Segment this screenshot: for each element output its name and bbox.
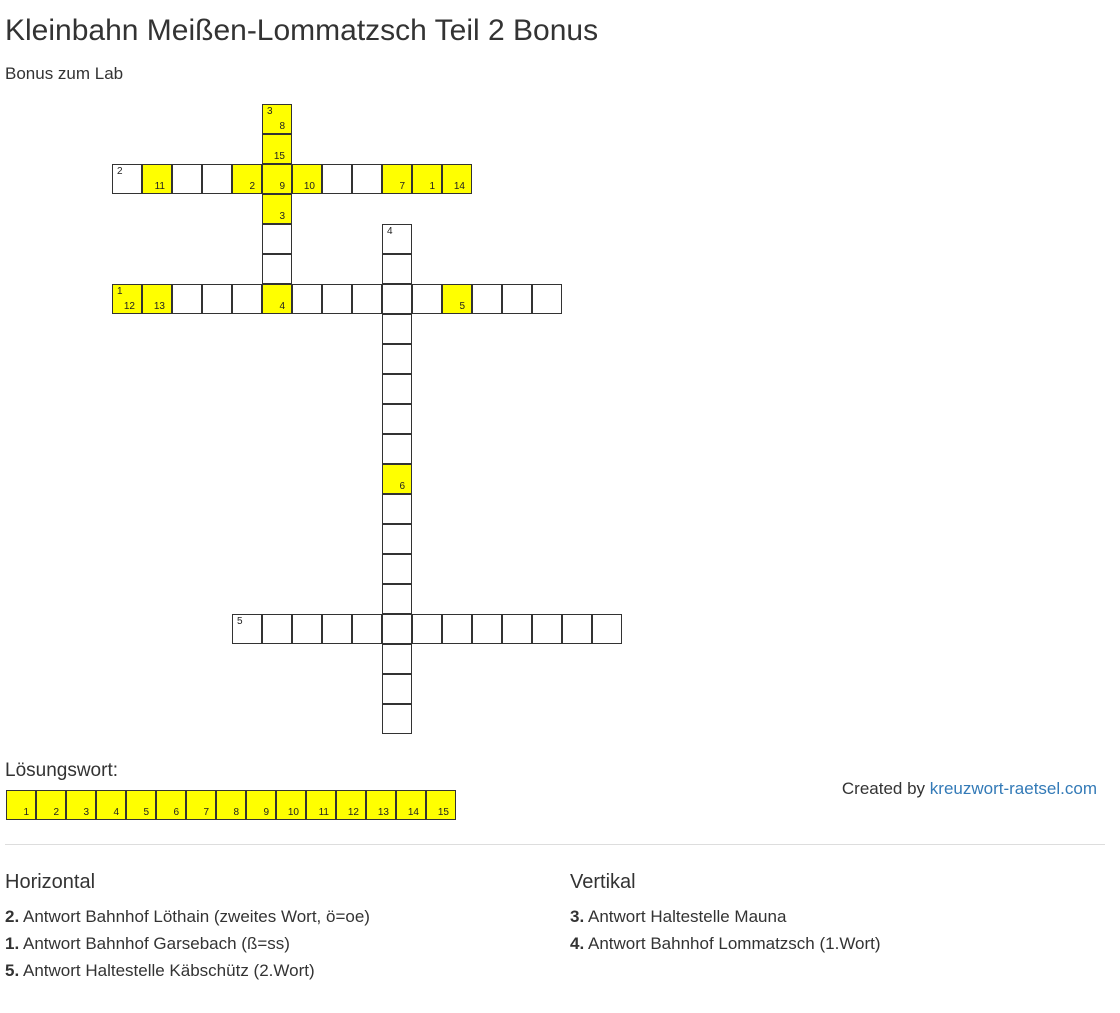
clue-number-label: 4 (387, 226, 393, 237)
grid-cell[interactable] (262, 134, 292, 164)
grid-cell[interactable] (412, 164, 442, 194)
solution-cell[interactable] (216, 790, 246, 820)
solution-index-label: 11 (154, 181, 165, 192)
grid-cell[interactable] (232, 284, 262, 314)
solution-index-label: 2 (53, 807, 59, 818)
clue-number: 2. (5, 907, 20, 926)
grid-cell[interactable] (262, 104, 292, 134)
grid-cell[interactable] (382, 494, 412, 524)
solution-index-label: 13 (377, 807, 389, 818)
grid-cell[interactable] (472, 284, 502, 314)
solution-index-label: 3 (279, 211, 285, 222)
grid-cell[interactable] (142, 164, 172, 194)
solution-cell[interactable] (96, 790, 126, 820)
solution-cell[interactable] (126, 790, 156, 820)
grid-cell[interactable] (202, 164, 232, 194)
grid-cell[interactable] (502, 284, 532, 314)
grid-cell[interactable] (382, 584, 412, 614)
clue-item (570, 903, 881, 930)
grid-cell[interactable] (382, 374, 412, 404)
grid-cell[interactable] (172, 284, 202, 314)
solution-cell[interactable] (246, 790, 276, 820)
solution-index-label: 6 (173, 807, 179, 818)
grid-cell[interactable] (172, 164, 202, 194)
credit-line (842, 779, 1097, 799)
solution-cell[interactable] (6, 790, 36, 820)
clue-number-label: 1 (117, 286, 123, 297)
solution-cell[interactable] (186, 790, 216, 820)
grid-cell[interactable] (442, 164, 472, 194)
solution-cell[interactable] (396, 790, 426, 820)
credit-link[interactable]: kreuzwort-raetsel.com (929, 779, 1097, 798)
grid-cell[interactable] (382, 704, 412, 734)
grid-cell[interactable] (322, 284, 352, 314)
solution-index-label: 4 (113, 807, 119, 818)
clue-text: Antwort Haltestelle Mauna (587, 907, 787, 926)
grid-cell[interactable] (382, 464, 412, 494)
solution-index-label: 14 (407, 807, 419, 818)
grid-cell[interactable] (322, 614, 352, 644)
horizontal-clues (5, 871, 370, 984)
solution-index-label: 5 (143, 807, 149, 818)
solution-cell[interactable] (366, 790, 396, 820)
clue-number: 1. (5, 934, 20, 953)
grid-cell[interactable] (262, 224, 292, 254)
crossword-grid (0, 0, 700, 740)
grid-cell[interactable] (382, 524, 412, 554)
grid-cell[interactable] (382, 284, 412, 314)
clue-text: Antwort Bahnhof Garsebach (ß=ss) (22, 934, 290, 953)
solution-label: Lösungswort: (5, 760, 119, 781)
grid-cell[interactable] (262, 164, 292, 194)
grid-cell[interactable] (382, 164, 412, 194)
grid-cell[interactable] (262, 254, 292, 284)
grid-cell[interactable] (112, 284, 142, 314)
grid-cell[interactable] (292, 614, 322, 644)
grid-cell[interactable] (112, 164, 142, 194)
clue-text: Antwort Bahnhof Löthain (zweites Wort, ö=oe) (22, 907, 370, 926)
solution-index-label: 14 (453, 181, 465, 192)
grid-cell[interactable] (382, 314, 412, 344)
grid-cell[interactable] (322, 164, 352, 194)
page-subtitle: Bonus zum Lab (5, 64, 124, 83)
clue-number-label: 2 (117, 166, 123, 177)
solution-index-label: 7 (203, 807, 209, 818)
clue-number: 3. (570, 907, 585, 926)
vertical-clues (570, 871, 881, 957)
solution-word-row (6, 790, 466, 820)
clue-number: 4. (570, 934, 585, 953)
grid-cell[interactable] (382, 224, 412, 254)
solution-index-label: 10 (287, 807, 299, 818)
solution-index-label: 7 (399, 181, 405, 192)
solution-index-label: 11 (318, 807, 329, 818)
solution-index-label: 8 (233, 807, 239, 818)
vertical-heading: Vertikal (570, 871, 636, 893)
clue-item (570, 930, 881, 957)
grid-cell[interactable] (382, 554, 412, 584)
grid-cell[interactable] (232, 164, 262, 194)
solution-index-label: 13 (153, 301, 165, 312)
solution-index-label: 9 (263, 807, 269, 818)
grid-cell[interactable] (592, 614, 622, 644)
section-divider (5, 844, 1105, 845)
credit-prefix: Created by (841, 779, 926, 798)
clue-number: 5. (5, 961, 20, 980)
grid-cell[interactable] (262, 194, 292, 224)
grid-cell[interactable] (262, 614, 292, 644)
grid-cell[interactable] (142, 284, 172, 314)
solution-cell[interactable] (336, 790, 366, 820)
grid-cell[interactable] (352, 614, 382, 644)
grid-cell[interactable] (382, 674, 412, 704)
solution-index-label: 12 (347, 807, 359, 818)
solution-cell[interactable] (66, 790, 96, 820)
grid-cell[interactable] (442, 284, 472, 314)
grid-cell[interactable] (412, 284, 442, 314)
solution-index-label: 5 (459, 301, 465, 312)
grid-cell[interactable] (202, 284, 232, 314)
grid-cell[interactable] (532, 614, 562, 644)
clue-item (5, 930, 370, 957)
grid-cell[interactable] (382, 404, 412, 434)
grid-cell[interactable] (352, 164, 382, 194)
grid-cell[interactable] (262, 284, 292, 314)
solution-index-label: 9 (279, 181, 285, 192)
solution-index-label: 4 (279, 301, 285, 312)
clue-item (5, 903, 370, 930)
solution-index-label: 15 (437, 807, 449, 818)
grid-cell[interactable] (292, 284, 322, 314)
grid-cell[interactable] (382, 254, 412, 284)
solution-index-label: 12 (123, 301, 135, 312)
solution-index-label: 1 (429, 181, 435, 192)
grid-cell[interactable] (382, 434, 412, 464)
grid-cell[interactable] (382, 344, 412, 374)
solution-index-label: 10 (303, 181, 315, 192)
grid-cell[interactable] (382, 614, 412, 644)
grid-cell[interactable] (382, 644, 412, 674)
solution-cell[interactable] (276, 790, 306, 820)
solution-index-label: 8 (279, 121, 285, 132)
solution-index-label: 6 (399, 481, 405, 492)
solution-cell[interactable] (306, 790, 336, 820)
solution-cell[interactable] (156, 790, 186, 820)
solution-index-label: 1 (23, 807, 29, 818)
grid-cell[interactable] (352, 284, 382, 314)
grid-cell[interactable] (472, 614, 502, 644)
solution-index-label: 2 (249, 181, 255, 192)
clue-number-label: 3 (267, 106, 273, 117)
solution-cell[interactable] (426, 790, 456, 820)
clue-number-label: 5 (237, 616, 243, 627)
grid-cell[interactable] (562, 614, 592, 644)
solution-cell[interactable] (36, 790, 66, 820)
grid-cell[interactable] (532, 284, 562, 314)
page-title: Kleinbahn Meißen-Lommatzsch Teil 2 Bonus (5, 14, 599, 47)
grid-cell[interactable] (292, 164, 322, 194)
grid-cell[interactable] (412, 614, 442, 644)
grid-cell[interactable] (442, 614, 472, 644)
clue-text: Antwort Haltestelle Käbschütz (2.Wort) (22, 961, 315, 980)
clue-item (5, 957, 370, 984)
clue-text: Antwort Bahnhof Lommatzsch (1.Wort) (587, 934, 881, 953)
grid-cell[interactable] (232, 614, 262, 644)
horizontal-heading: Horizontal (5, 871, 96, 893)
solution-index-label: 15 (273, 151, 285, 162)
grid-cell[interactable] (502, 614, 532, 644)
solution-index-label: 3 (83, 807, 89, 818)
